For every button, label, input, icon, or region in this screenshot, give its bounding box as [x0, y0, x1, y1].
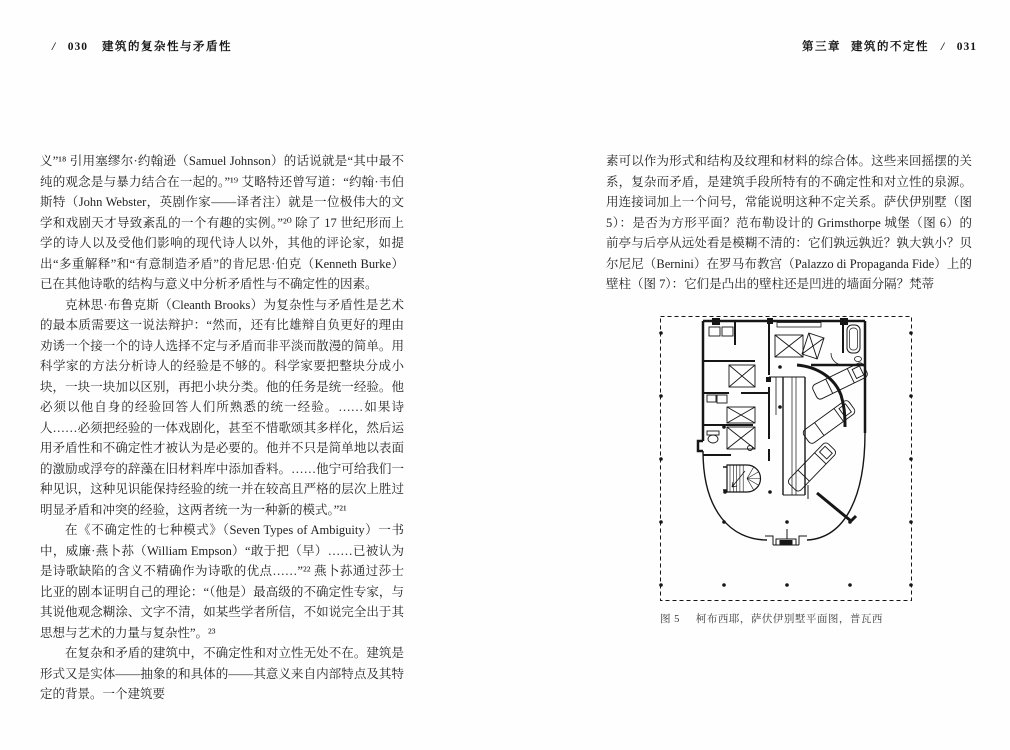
running-header-right	[802, 38, 977, 54]
cars	[787, 362, 869, 493]
furniture	[707, 327, 755, 451]
header-slash: /	[52, 41, 56, 53]
paragraph: 在复杂和矛盾的建筑中，不确定性和对立性无处不在。建筑是形式又是实体——抽象的和具体的——其意义来自内部特点及其特定的背景。一个建筑要	[40, 646, 404, 701]
figure-caption	[660, 611, 883, 626]
paragraph: 义”¹⁸ 引用塞缪尔·约翰逊（Samuel Johnson）的话说就是“其中最不纯的观念是与暴力结合在一起的。”¹⁹ 艾略特还曾写道：“约翰·韦伯斯特（John Webster，英剧作家——译者注）就是一位极伟大的文学和戏剧天才导致紊乱的一个有趣的实例。”²⁰ 除了 17 世纪形而上学的诗人以及受他们影响的现代诗人以外，其他的评论家，如提出“多重解释”和“有意制造矛盾”的肯尼思·伯克（Kenneth Burke）已在其他诗歌的结构与意义中分析矛盾性与不确定性的因素。	[40, 154, 404, 291]
paragraph: 素可以作为形式和结构及纹理和材料的综合体。这些来回摇摆的关系，复杂而矛盾，是建筑手段所特有的不确定性和对立性的泉源。用连接词加上一个问号，常能说明这种不定关系。萨伏伊别墅（图 5）：是否为方形平面？范布勒设计的 Grimsthorpe 城堡（图 6）的前亭与后亭从远处看是模糊不清的：它们孰远孰近？孰大孰小？贝尔尼尼（Bernini）在罗马布教宫（Palazzo di Propaganda Fide）上的壁柱（图 7）：它们是凸出的壁柱还是凹进的墙面分隔？梵蒂	[606, 154, 972, 291]
curved-wall	[807, 433, 865, 540]
curved-wall	[703, 451, 767, 540]
slab-outline	[661, 317, 912, 601]
paragraph: 克林思·布鲁克斯（Cleanth Brooks）为复杂性与矛盾性是艺术的最本质需要这一说法辩护：“然而，还有比雄辩自负更好的理由劝诱一个接一个的诗人选择不定与矛盾而非平淡而散漫的简单。用科学家的方法分析诗人的经验是不够的。科学家要把整块分成小块，一块一块加以区别，再把小块分类。他的任务是统一经验。他必须以他自身的经验回答人们所熟悉的统一经验。……如果诗人……必须把经验的一体戏剧化，甚至不惜歌颂其多样化，然后运用矛盾性和不确定性才被认为是必要的。他并不只是简单地以表面的激励或浮夸的辞藻在旧材料库中添加香料。……他宁可给我们一种见识，这种见识能保持经验的统一并在较高且严格的层次上胜过明显矛盾和冲突的经验，这两者统一为一种新的模式。”²¹	[40, 297, 404, 517]
figure-caption-text: 柯布西耶，萨伏伊别墅平面图，普瓦西	[695, 614, 883, 625]
running-header-left	[40, 38, 232, 54]
paragraph: 在《不确定性的七种模式》（Seven Types of Ambiguity）一书中，威廉·燕卜荪（William Empson）“敢于把（早）……已被认为是诗歌缺陷的含义不精确作为诗歌的优点……”²² 燕卜荪通过莎士比亚的剧本证明自己的理论：“（他是）最高级的不确定性专家，与其说他观念糊涂、文字不清，如某些学者所信，不如说完全出于其思想与艺术的力量与复杂性”。²³	[40, 523, 404, 640]
left-text-column	[40, 151, 404, 705]
service-rooms	[703, 321, 769, 461]
canopy	[777, 323, 821, 328]
page-number-left: 030	[67, 41, 88, 53]
chapter-number: 第三章	[802, 41, 842, 53]
page-number-right: 031	[956, 41, 977, 53]
laundry	[775, 333, 824, 359]
header-slash: /	[941, 41, 945, 53]
floor-plan-drawing	[659, 315, 913, 603]
entrance	[765, 529, 807, 545]
bathroom	[831, 321, 862, 365]
spiral-stair	[723, 465, 761, 492]
book-title: 建筑的复杂性与矛盾性	[101, 41, 232, 53]
column-grid	[659, 331, 913, 587]
wall-columns	[712, 318, 848, 382]
figure-caption-label: 图 5	[660, 614, 680, 625]
right-text-column	[606, 151, 972, 295]
villa-savoye-plan-figure	[659, 315, 913, 603]
garage-door-wall	[817, 493, 856, 521]
chapter-title: 建筑的不定性	[851, 41, 930, 53]
